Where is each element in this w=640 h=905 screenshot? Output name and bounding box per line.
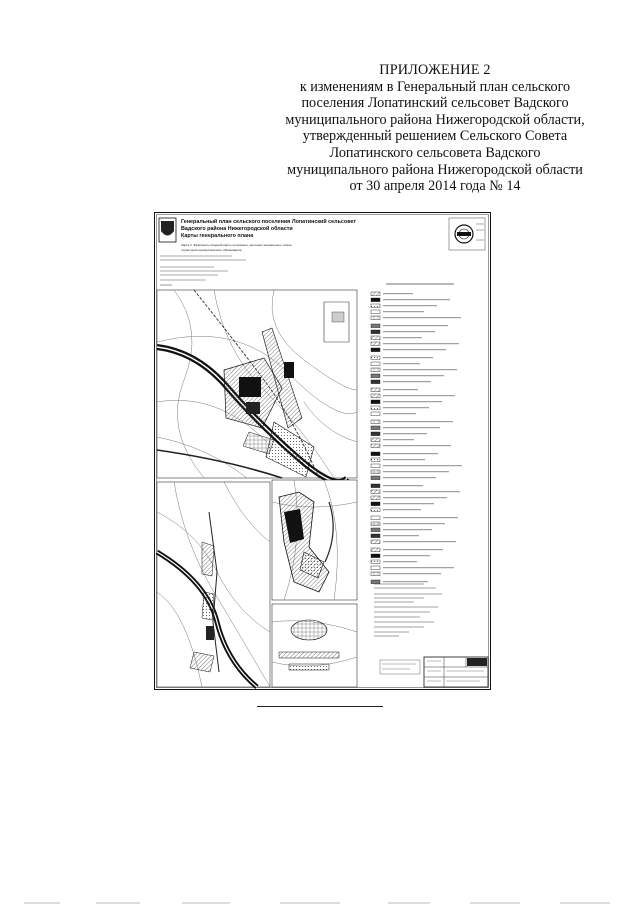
legend-swatch [371,374,380,378]
legend-swatch [371,310,380,314]
appendix-line-3: муниципального района Нижегородской области, [285,111,585,128]
legend-swatch [371,502,380,506]
legend-swatch [371,362,380,366]
legend-swatch [371,368,380,372]
map-fragment-lower-bottom [272,604,357,687]
legend-swatch [371,496,380,500]
legend-swatch [371,330,380,334]
legend-swatch [371,458,380,462]
appendix-line-1: к изменениям в Генеральный план сельского [299,78,571,95]
appendix-line-5: Лопатинского сельсовета Вадского [329,144,541,161]
sheet-heading-line-1: Генеральный план сельского поселения Лопатинский сельсовет [181,219,357,225]
appendix-header [270,62,600,195]
legend-swatch [371,522,380,526]
legend-swatch [371,484,380,488]
legend-swatch [371,406,380,410]
legend-swatch [371,438,380,442]
legend-swatch [371,490,380,494]
legend-swatch [371,324,380,328]
legend-swatch [371,452,380,456]
legend-swatch [371,540,380,544]
legend-swatch [371,432,380,436]
legend-swatch [371,516,380,520]
legend-swatch [371,560,380,564]
appendix-line-2: поселения Лопатинский сельсовет Вадского [301,95,569,112]
legend-swatch [371,444,380,448]
legend-swatch [371,420,380,424]
legend-swatch [371,464,380,468]
appendix-line-4: утвержденный решением Сельского Совета [302,128,568,145]
legend-swatch [371,508,380,512]
legend-swatch [371,298,380,302]
legend-swatch [371,534,380,538]
sheet-subheading-line-1: Карта 2. Фрагменты сводной карты (основного чертежа) генерального плана [181,243,292,247]
map-sheet-drawing [154,212,491,690]
legend-swatch [371,304,380,308]
sheet-subheading-line-2: территории муниципального образования [181,248,242,252]
legend-swatch [371,412,380,416]
legend-swatch [371,292,380,296]
scan-edge-noise [0,897,640,905]
map-fragment-lower-middle [272,480,357,600]
compass-emblem [449,218,485,250]
sheet-heading-line-2: Вадского района Нижегородской области [181,226,293,232]
legend-swatch [371,476,380,480]
legend-swatch [371,388,380,392]
legend-swatch [371,572,380,576]
legend-swatch [371,336,380,340]
legend-swatch [371,554,380,558]
appendix-line-6: муниципального района Нижегородской области [287,161,583,178]
legend-swatch [371,566,380,570]
legend-swatch [371,548,380,552]
legend-swatch [371,348,380,352]
appendix-title: ПРИЛОЖЕНИЕ 2 [379,62,491,78]
legend-swatch [371,394,380,398]
legend-swatch [371,528,380,532]
legend-swatch [371,356,380,360]
legend-swatch [371,400,380,404]
map-legend [369,282,487,584]
legend-swatch [371,580,380,584]
legend-swatch [371,470,380,474]
map-fragment-lower-left [157,482,270,687]
appendix-line-7: от 30 апреля 2014 года № 14 [349,178,521,195]
separator-line [257,706,383,707]
legend-swatch [371,426,380,430]
legend-swatch [371,342,380,346]
sheet-heading-line-3: Карты генерального плана [181,233,254,239]
map-fragment-upper [157,290,357,482]
map-sheet [154,212,491,690]
legend-swatch [371,380,380,384]
legend-swatch [371,316,380,320]
